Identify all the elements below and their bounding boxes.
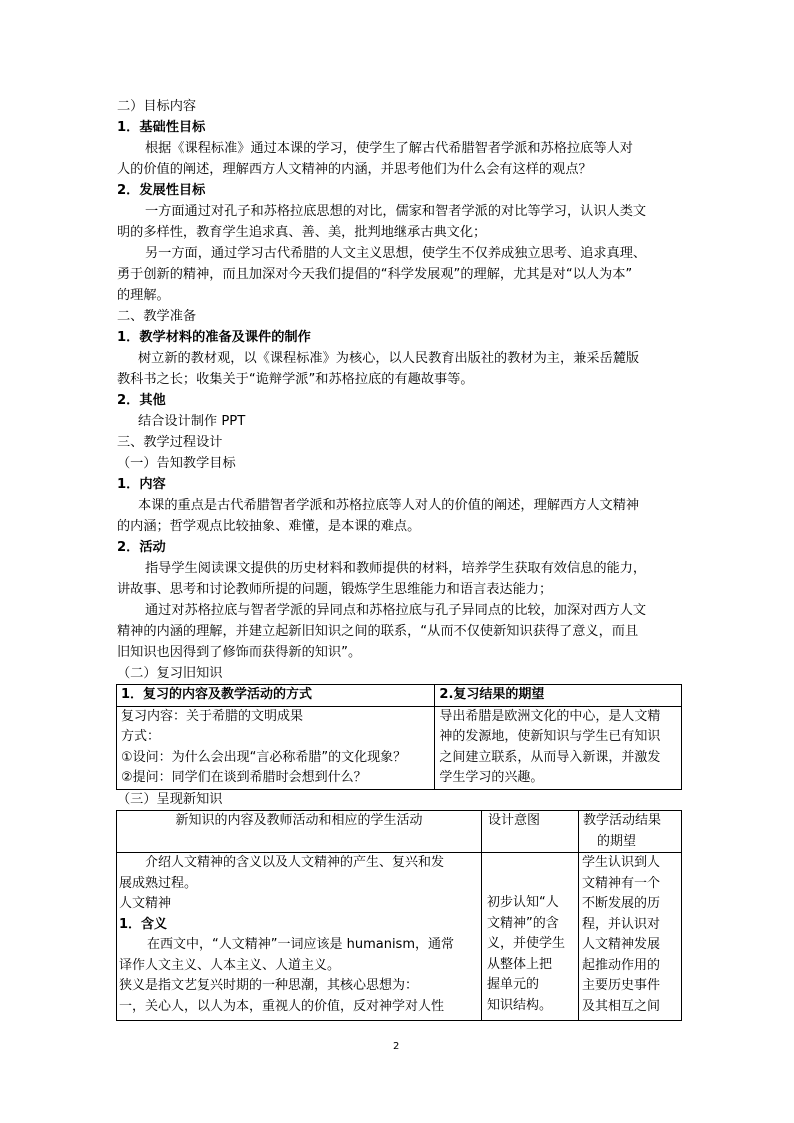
heading-process-design: 三、教学过程设计: [117, 435, 223, 450]
paragraph-line: 的理解。: [117, 288, 170, 303]
paragraph-line: 一方面通过对孔子和苏格拉底思想的对比，儒家和智者学派的对比等学习，认识人类文: [145, 204, 647, 219]
heading-basic-goal: 1．基础性目标: [117, 120, 206, 135]
review-table: [116, 684, 682, 790]
table-cell: 导出希腊是欧洲文化的中心，是人文精 神的发源地，使新知识与学生已有知识 之间建立联系，从而导入新课，并激发 学生学习的兴趣。: [435, 706, 682, 789]
table-header-cell: 1．复习的内容及教学活动的方式: [117, 685, 435, 707]
paragraph-line: 讲故事、思考和讨论教师所提的问题，锻炼学生思维能力和语言表达能力；: [117, 582, 553, 597]
table-row: [117, 706, 682, 789]
table-row: [117, 853, 682, 1021]
table-row: [117, 811, 682, 853]
heading-inform-goals: （一）告知教学目标: [117, 456, 236, 471]
heading-review: （二）复习旧知识: [117, 666, 223, 681]
heading-other: 2．其他: [117, 393, 166, 408]
heading-activity: 2．活动: [117, 540, 166, 555]
paragraph-line: 结合设计制作 PPT: [138, 414, 246, 429]
table-cell: 初步认知“人 文精神”的含 义，并使学生 从整体上把 握单元的 知识结构。: [482, 853, 579, 1021]
paragraph-line: 明的多样性，教育学生追求真、善、美，批判地继承古典文化；: [117, 225, 487, 240]
heading-development-goal: 2．发展性目标: [117, 183, 206, 198]
table-cell: 介绍人文精神的含义以及人文精神的产生、复兴和发 展成熟过程。 人文精神 1．含义 在西文中，“人文精神”一词应该是 humanism，通常 译作人文主义、人本主义、人道主义。 狭义是指文艺复兴时期的一种思潮，其核心思想为： 一，关心人，以人为本，重视人的价值，反对神学对人性: [117, 853, 482, 1021]
paragraph-line: 精神的内涵的理解，并建立起新旧知识之间的联系，“从而不仅使新知识获得了意义，而且: [117, 624, 639, 639]
paragraph-line: 根据《课程标准》通过本课的学习，使学生了解古代希腊智者学派和苏格拉底等人对: [145, 141, 633, 156]
table-header-cell: 2.复习结果的期望: [435, 685, 682, 707]
paragraph-line: 人的价值的阐述，理解西方人文精神的内涵，并思考他们为什么会有这样的观点？: [117, 162, 592, 177]
paragraph-line: 另一方面，通过学习古代希腊的人文主义思想，使学生不仅养成独立思考、追求真理、: [145, 246, 647, 261]
table-header-cell: 新知识的内容及教师活动和相应的学生活动: [117, 811, 482, 853]
paragraph-line: 通过对苏格拉底与智者学派的异同点和苏格拉底与孔子异同点的比较，加深对西方人文: [145, 603, 647, 618]
paragraph-line: 旧知识也因得到了修饰而获得新的知识”。: [117, 645, 362, 660]
heading-teaching-prep: 二、教学准备: [117, 309, 197, 324]
paragraph-line: 本课的重点是古代希腊智者学派和苏格拉底等人对人的价值的阐述，理解西方人文精神: [138, 498, 640, 513]
paragraph-line: 勇于创新的精神，而且加深对今天我们提倡的“科学发展观”的理解，尤其是对“以人为本”: [117, 267, 633, 282]
page-number: 2: [393, 1041, 400, 1052]
table-header-cell: 设计意图: [482, 811, 579, 853]
heading-materials: 1．教学材料的准备及课件的制作: [117, 330, 311, 345]
heading-new-knowledge: （三）呈现新知识: [117, 792, 223, 807]
new-knowledge-table: [116, 810, 682, 1021]
paragraph-line: 教科书之长；收集关于“诡辩学派”和苏格拉底的有趣故事等。: [117, 372, 474, 387]
table-header-cell: 教学活动结果 的期望: [579, 811, 682, 853]
heading-content: 1．内容: [117, 477, 166, 492]
table-cell: 学生认识到人 文精神有一个 不断发展的历 程，并认识对 人文精神发展 起推动作用的 主要历史事件 及其相互之间: [579, 853, 682, 1021]
paragraph-line: 树立新的教材观，以《课程标准》为核心，以人民教育出版社的教材为主，兼采岳麓版: [138, 351, 640, 366]
heading-goal-content: 二）目标内容: [117, 99, 197, 114]
paragraph-line: 的内涵；哲学观点比较抽象、难懂，是本课的难点。: [117, 519, 421, 534]
paragraph-line: 指导学生阅读课文提供的历史材料和教师提供的材料，培养学生获取有效信息的能力，: [145, 561, 647, 576]
table-row: [117, 685, 682, 707]
table-cell: 复习内容：关于希腊的文明成果 方式： ①设问：为什么会出现“言必称希腊”的文化现象？ ②提问：同学们在谈到希腊时会想到什么？: [117, 706, 435, 789]
